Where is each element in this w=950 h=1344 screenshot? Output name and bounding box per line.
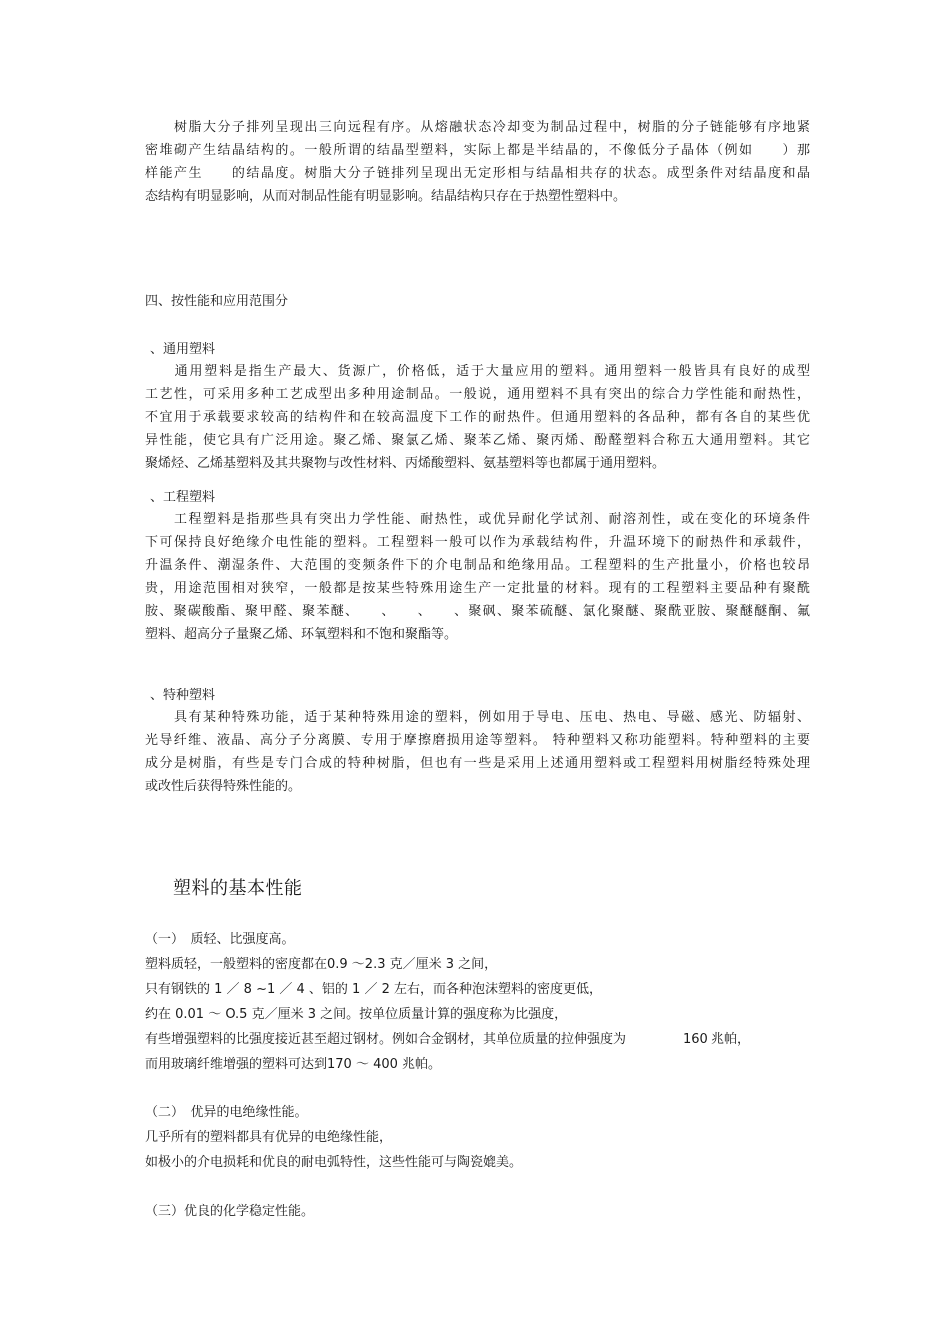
paragraph-line: 密堆砌产生结晶结构的。一般所谓的结晶型塑料，实际上都是半结晶的，不像低分子晶体（例如 ）那 bbox=[145, 143, 810, 158]
paragraph-line: 成分是树脂，有些是专门合成的特种树脂，但也有一些是采用上述通用塑料或工程塑料用树脂经特殊处理 bbox=[145, 756, 810, 771]
property-heading-1: （一） 质轻、比强度高。 bbox=[145, 932, 295, 947]
property-1-line-end: 兆帕， bbox=[711, 1032, 751, 1047]
property-heading-3: （三）优良的化学稳定性能。 bbox=[145, 1204, 315, 1219]
property-1-line: 约在 0.01 ～ O.5 克／厘米 3 之间。按单位质量计算的强度称为比强度， bbox=[145, 1007, 568, 1022]
paragraph-line: 塑料、超高分子量聚乙烯、环氧塑料和不饱和聚酯等。 bbox=[145, 627, 458, 642]
paragraph-line: 样能产生 的结晶度。树脂大分子链排列呈现出无定形相与结晶相共存的状态。成型条件对结晶度和晶 bbox=[145, 166, 810, 181]
special-plastics-paragraph bbox=[145, 706, 810, 798]
paragraph-line: 具有某种特殊功能，适于某种特殊用途的塑料，例如用于导电、压电、热电、导磁、感光、防辐射、 bbox=[145, 710, 810, 725]
paragraph-line: 异性能，使它具有广泛用途。聚乙烯、聚氯乙烯、聚苯乙烯、聚丙烯、酚醛塑料合称五大通用塑料。其它 bbox=[145, 433, 810, 448]
paragraph-line: 贵，用途范围相对狭窄，一般都是按某些特殊用途生产一定批量的材料。现有的工程塑料主要品种有聚酰 bbox=[145, 581, 810, 596]
paragraph-line: 通用塑料是指生产最大、货源广，价格低，适于大量应用的塑料。通用塑料一般皆具有良好的成型 bbox=[145, 364, 810, 379]
property-2-line: 几乎所有的塑料都具有优异的电绝缘性能， bbox=[145, 1130, 393, 1145]
paragraph-line: 工程塑料是指那些具有突出力学性能、耐热性，或优异耐化学试剂、耐溶剂性，或在变化的环境条件 bbox=[145, 512, 810, 527]
paragraph-line: 下可保持良好绝缘介电性能的塑料。工程塑料一般可以作为承载结构件，升温环境下的耐热件和承载件， bbox=[145, 535, 810, 550]
property-1-line: 有些增强塑料的比强度接近甚至超过钢材。例如合金钢材，其单位质量的拉伸强度为 bbox=[145, 1032, 627, 1047]
paragraph-line: 升温条件、潮湿条件、大范围的变频条件下的介电制品和绝缘用品。工程塑料的生产批量小，价格也较昂 bbox=[145, 558, 810, 573]
paragraph-line: 态结构有明显影响，从而对制品性能有明显影响。结晶结构只存在于热塑性塑料中。 bbox=[145, 189, 627, 204]
paragraph-line: 光导纤维、液晶、高分子分离膜、专用于摩擦磨损用途等塑料。 特种塑料又称功能塑料。特种塑料的主要 bbox=[145, 733, 810, 748]
paragraph-line: 胺、聚碳酸酯、聚甲醛、聚苯醚、 、 、 、聚砜、聚苯硫醚、氯化聚醚、聚酰亚胺、聚醚醚酮、氟 bbox=[145, 604, 810, 619]
subsection-heading-engineering: 、工程塑料 bbox=[150, 490, 216, 505]
subsection-heading-special: 、特种塑料 bbox=[150, 688, 216, 703]
paragraph-line: 树脂大分子排列呈现出三向远程有序。从熔融状态冷却变为制品过程中，树脂的分子链能够有序地紧 bbox=[145, 120, 810, 135]
property-heading-2: （二） 优异的电绝缘性能。 bbox=[145, 1105, 308, 1120]
subsection-heading-general: 、通用塑料 bbox=[150, 342, 216, 357]
paragraph-line: 聚烯烃、乙烯基塑料及其共聚物与改性材料、丙烯酸塑料、氨基塑料等也都属于通用塑料。 bbox=[145, 456, 666, 471]
intro-paragraph bbox=[145, 116, 810, 208]
property-1-line: 塑料质轻，一般塑料的密度都在0.9 ～2.3 克／厘米 3 之间， bbox=[145, 957, 498, 972]
overlapping-number: 160 bbox=[683, 1032, 708, 1047]
page-title-basic-properties: 塑料的基本性能 bbox=[173, 878, 303, 899]
property-1-line: 而用玻璃纤维增强的塑料可达到170 ～ 400 兆帕。 bbox=[145, 1057, 442, 1072]
property-1-line: 只有钢铁的 1 ／ 8 ~1 ／ 4 、铝的 1 ／ 2 左右，而各种泡沫塑料的密度更低， bbox=[145, 982, 602, 997]
paragraph-line: 工艺性，可采用多种工艺成型出多种用途制品。一般说，通用塑料不具有突出的综合力学性能和耐热性， bbox=[145, 387, 810, 402]
engineering-plastics-paragraph bbox=[145, 508, 810, 646]
section-title: 四、按性能和应用范围分 bbox=[145, 294, 289, 309]
property-2-line: 如极小的介电损耗和优良的耐电弧特性，这些性能可与陶瓷媲美。 bbox=[145, 1155, 523, 1170]
paragraph-line: 不宜用于承载要求较高的结构件和在较高温度下工作的耐热件。但通用塑料的各品种，都有各自的某些优 bbox=[145, 410, 810, 425]
paragraph-line: 或改性后获得特殊性能的。 bbox=[145, 779, 302, 794]
general-plastics-paragraph bbox=[145, 360, 810, 475]
